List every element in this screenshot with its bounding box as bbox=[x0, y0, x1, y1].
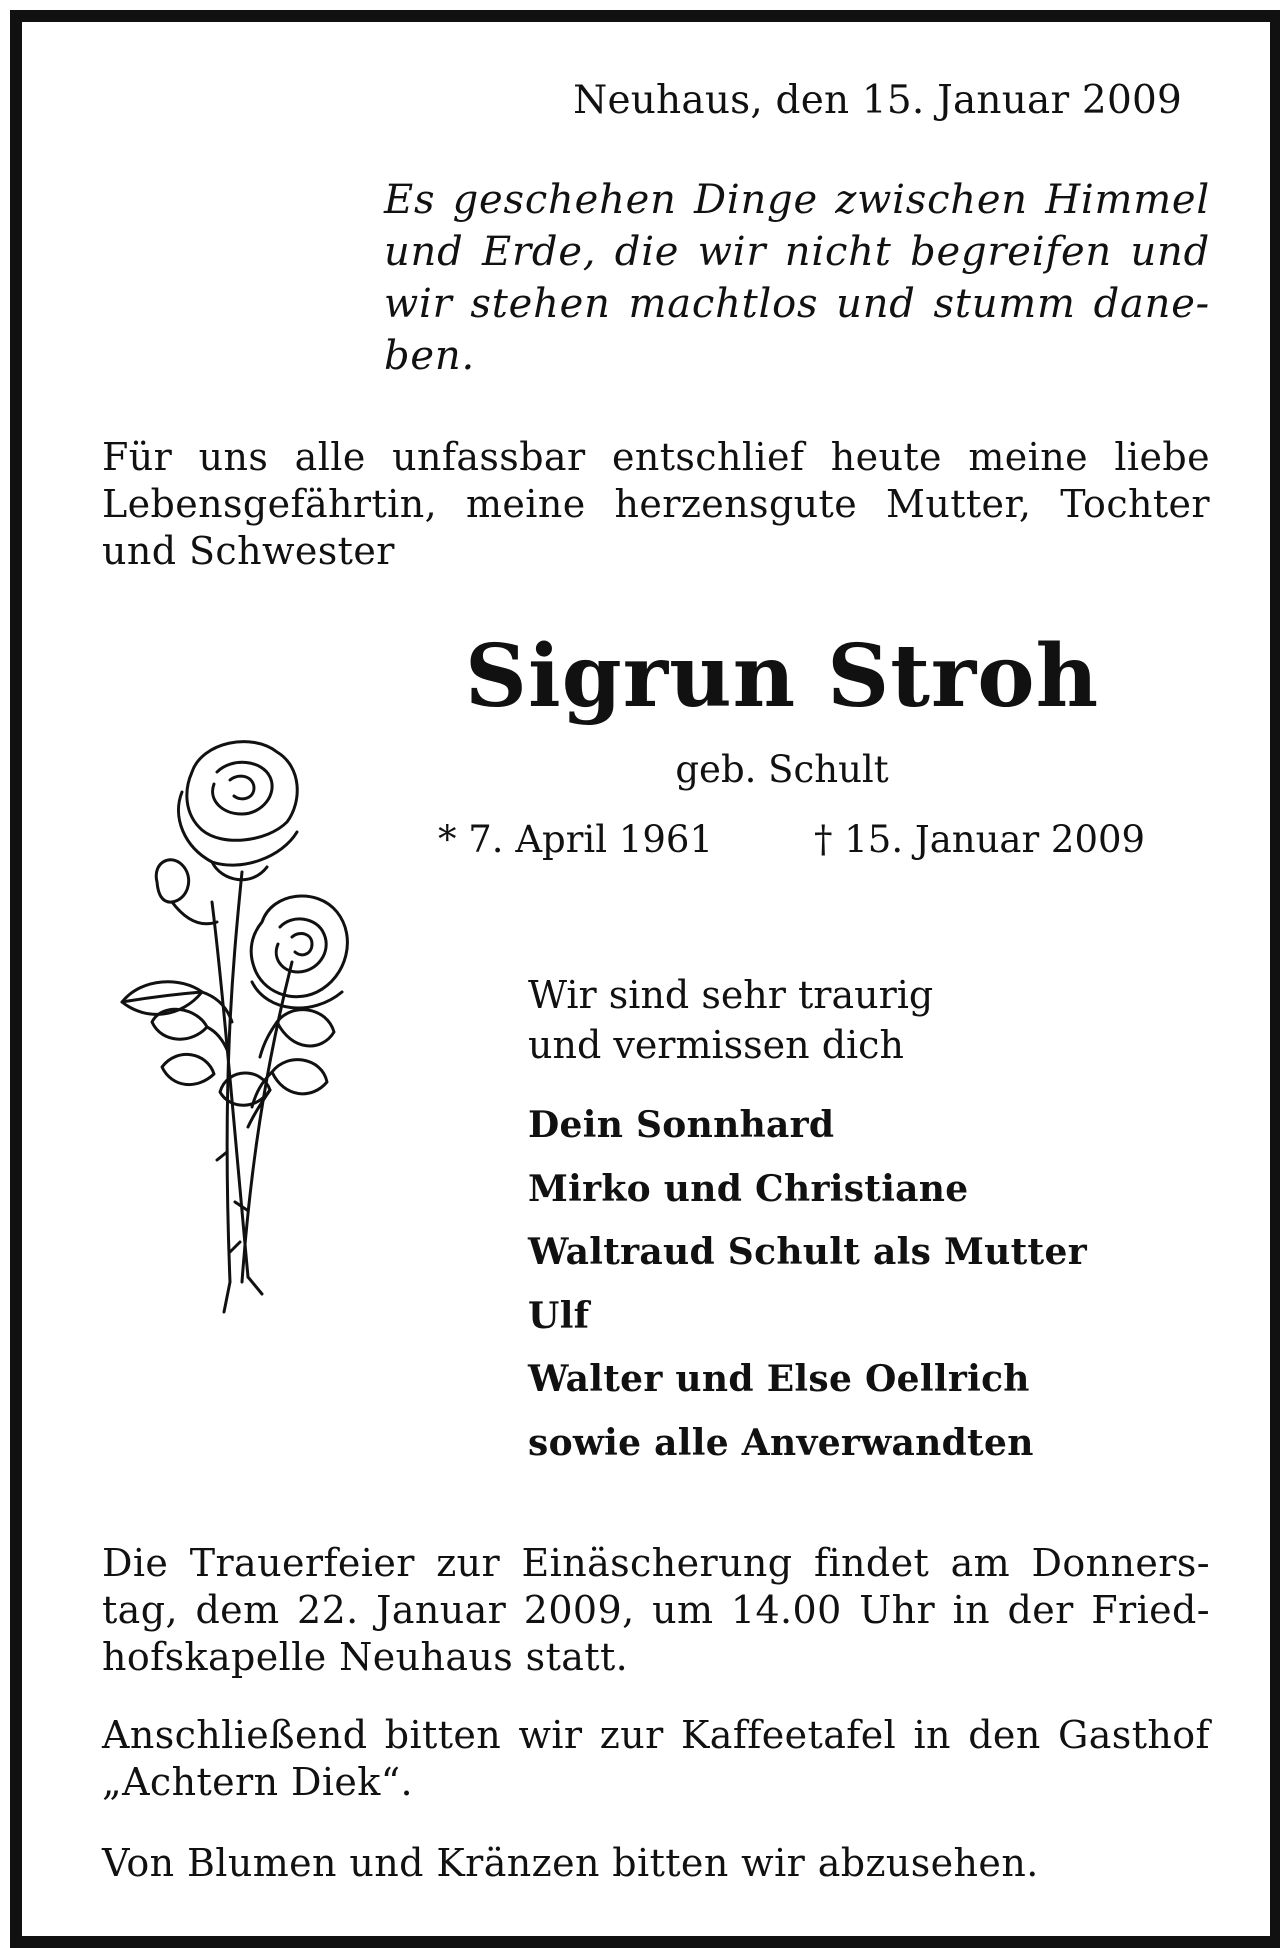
coffee-line: „Achtern Diek“. bbox=[102, 1760, 414, 1804]
intro-line: und Schwester bbox=[102, 529, 395, 573]
mourning-line: Wir sind sehr traurig bbox=[528, 973, 934, 1017]
quote-line: wir stehen machtlos und stumm dane- bbox=[384, 281, 1210, 327]
mourner-name: Dein Sonnhard bbox=[528, 1104, 835, 1146]
obituary-frame bbox=[10, 10, 1280, 1948]
mourning-text bbox=[528, 970, 933, 1070]
mourner-name: Ulf bbox=[528, 1294, 590, 1337]
service-line: tag, dem 22. Januar 2009, um 14.00 Uhr in der Fried- bbox=[102, 1588, 1210, 1632]
maiden-name: geb. Schult bbox=[675, 748, 889, 791]
mourners-list bbox=[528, 1094, 1087, 1475]
intro-paragraph bbox=[102, 434, 1210, 575]
coffee-paragraph bbox=[102, 1712, 1210, 1806]
service-paragraph bbox=[102, 1540, 1210, 1681]
mourner-name: Mirko und Christiane bbox=[528, 1167, 969, 1210]
quote-line: Es geschehen Dinge zwischen Himmel bbox=[384, 177, 1210, 223]
rose-bouquet-icon bbox=[102, 722, 402, 1322]
mourner-name: Waltraud Schult als Mutter bbox=[528, 1231, 1087, 1273]
quote-block bbox=[384, 174, 1210, 382]
mourner-name: Walter und Else Oellrich bbox=[528, 1358, 1030, 1400]
birth-date: * 7. April 1961 bbox=[438, 818, 714, 861]
deceased-name: Sigrun Stroh bbox=[464, 626, 1100, 727]
death-date: † 15. Januar 2009 bbox=[814, 818, 1146, 861]
flowers-note: Von Blumen und Kränzen bitten wir abzusehen. bbox=[102, 1841, 1039, 1885]
service-line: Die Trauerfeier zur Einäscherung findet am Donners- bbox=[102, 1541, 1210, 1585]
date-line: Neuhaus, den 15. Januar 2009 bbox=[573, 78, 1182, 123]
quote-line: ben. bbox=[384, 333, 475, 379]
coffee-line: Anschließend bitten wir zur Kaffeetafel in den Gasthof bbox=[102, 1713, 1210, 1757]
quote-line: und Erde, die wir nicht begreifen und bbox=[384, 229, 1210, 275]
service-line: hofskapelle Neuhaus statt. bbox=[102, 1635, 629, 1679]
intro-line: Für uns alle unfassbar entschlief heute meine liebe bbox=[102, 435, 1210, 479]
mourning-line: und vermissen dich bbox=[528, 1023, 904, 1067]
mourner-name: sowie alle Anverwandten bbox=[528, 1421, 1034, 1464]
intro-line: Lebensgefährtin, meine herzensgute Mutter, Tochter bbox=[102, 482, 1210, 526]
